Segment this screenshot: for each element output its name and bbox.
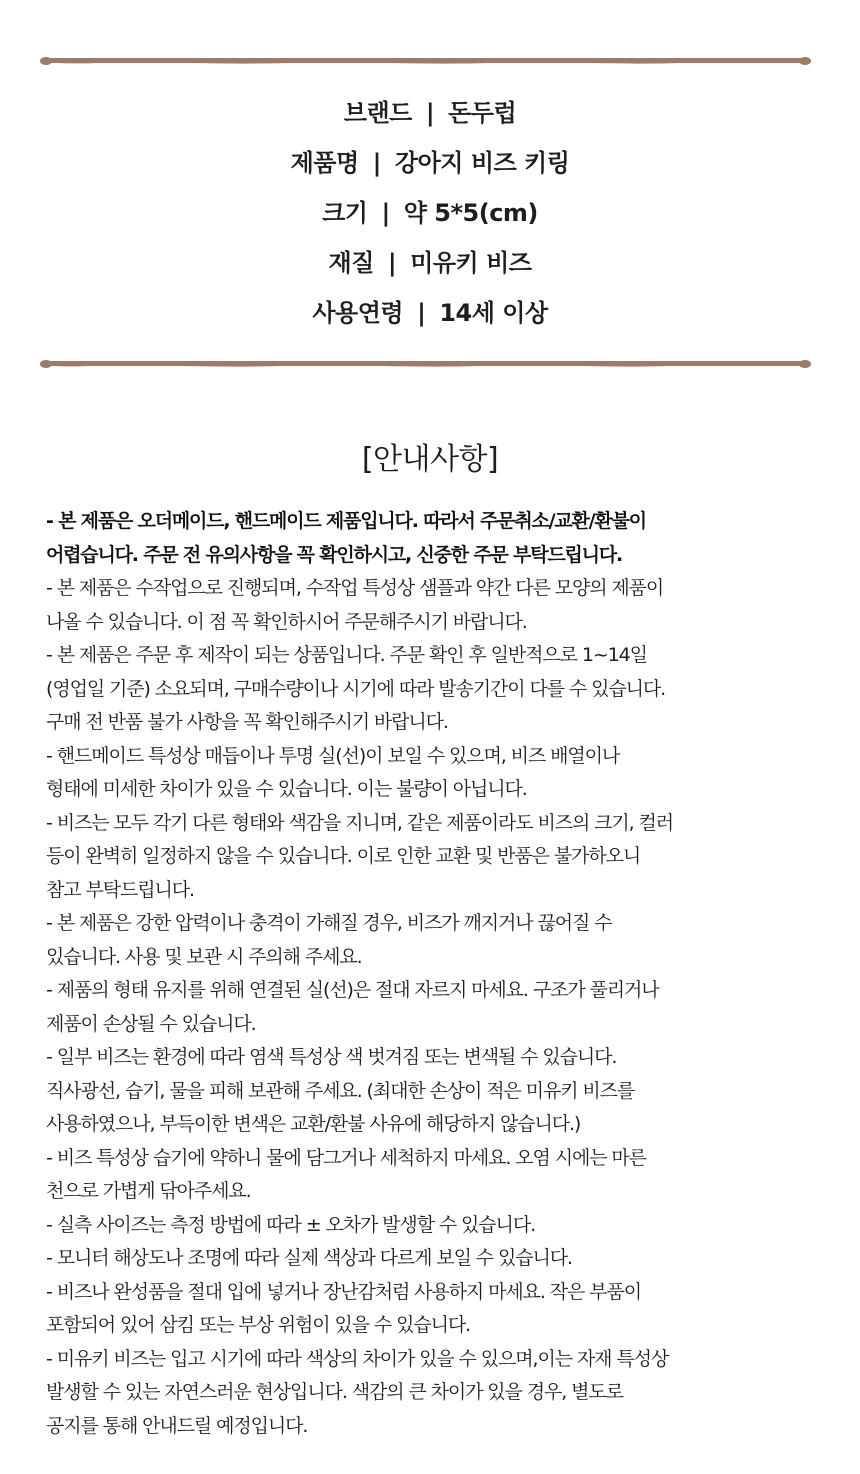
notice-line: 사용하였으나, 부득이한 변색은 교환/환불 사유에 해당하지 않습니다.): [46, 1113, 581, 1135]
spec-label: 브랜드: [343, 99, 412, 127]
notice-body: [46, 505, 826, 1443]
spec-separator: |: [425, 99, 435, 127]
spec-label: 사용연령: [312, 299, 404, 327]
spec-value: 약 5*5(cm): [403, 199, 538, 227]
notice-line: 구매 전 반품 불가 사항을 꼭 확인해주시기 바랍니다.: [46, 711, 448, 733]
top-brush-divider: [40, 55, 811, 66]
spec-row-material: [0, 238, 860, 288]
notice-line: - 핸드메이드 특성상 매듭이나 투명 실(선)이 보일 수 있으며, 비즈 배열이나: [46, 744, 620, 767]
product-spec-list: [0, 88, 860, 338]
notice-line: 천으로 가볍게 닦아주세요.: [46, 1180, 251, 1202]
notice-line: - 실측 사이즈는 측정 방법에 따라 ± 오차가 발생할 수 있습니다.: [46, 1213, 536, 1236]
notice-title: [안내사항]: [361, 442, 499, 477]
notice-line: - 비즈는 모두 각기 다른 형태와 색감을 지니며, 같은 제품이라도 비즈의 크기, 컬러: [46, 811, 674, 834]
spec-label: 재질: [328, 249, 374, 277]
notice-line: - 비즈나 완성품을 절대 입에 넣거나 장난감처럼 사용하지 마세요. 작은 부품이: [46, 1280, 641, 1303]
notice-line: - 일부 비즈는 환경에 따라 염색 특성상 색 벗겨짐 또는 변색될 수 있습니다.: [46, 1046, 617, 1068]
notice-line: 나올 수 있습니다. 이 점 꼭 확인하시어 주문해주시기 바랍니다.: [46, 610, 527, 633]
spec-separator: |: [387, 249, 397, 277]
notice-line: - 본 제품은 수작업으로 진행되며, 수작업 특성상 샘플과 약간 다른 모양의 제품이: [46, 577, 664, 599]
spec-label: 크기: [322, 199, 368, 227]
notice-line: 등이 완벽히 일정하지 않을 수 있습니다. 이로 인한 교환 및 반품은 불가하오니: [46, 845, 641, 867]
notice-line: 있습니다. 사용 및 보관 시 주의해 주세요.: [46, 945, 362, 968]
notice-line: - 미유키 비즈는 입고 시기에 따라 색상의 차이가 있을 수 있으며,이는 자재 특성상: [46, 1347, 669, 1370]
spec-value: 돈두럽: [448, 99, 517, 127]
notice-line: - 모니터 해상도나 조명에 따라 실제 색상과 다르게 보일 수 있습니다.: [46, 1247, 572, 1269]
spec-value: 미유키 비즈: [410, 249, 532, 277]
notice-line: 직사광선, 습기, 물을 피해 보관해 주세요. (최대한 손상이 적은 미유키 비즈를: [46, 1079, 635, 1102]
spec-label: 제품명: [290, 149, 359, 177]
notice-line: 참고 부탁드립니다.: [46, 878, 194, 901]
spec-row-age: [0, 288, 860, 338]
spec-separator: |: [417, 299, 426, 327]
notice-line: 제품이 손상될 수 있습니다.: [46, 1012, 256, 1035]
bottom-brush-divider: [40, 358, 811, 369]
notice-line: 포함되어 있어 삼킴 또는 부상 위험이 있을 수 있습니다.: [46, 1314, 471, 1336]
notice-line: 형태에 미세한 차이가 있을 수 있습니다. 이는 불량이 아닙니다.: [46, 778, 527, 800]
notice-line: 공지를 통해 안내드릴 예정입니다.: [46, 1414, 308, 1437]
notice-line: - 비즈 특성상 습기에 약하니 물에 담그거나 세척하지 마세요. 오염 시에는 마른: [46, 1146, 646, 1169]
notice-line: - 본 제품은 주문 후 제작이 되는 상품입니다. 주문 확인 후 일반적으로 1~14일: [46, 644, 647, 666]
notice-line: 발생할 수 있는 자연스러운 현상입니다. 색감의 큰 차이가 있을 경우, 별도로: [46, 1381, 623, 1403]
spec-value: 강아지 비즈 키링: [394, 149, 570, 177]
spec-row-brand: [0, 88, 860, 138]
notice-line: 어렵습니다. 주문 전 유의사항을 꼭 확인하시고, 신중한 주문 부탁드립니다.: [46, 543, 622, 566]
notice-line: (영업일 기준) 소요되며, 구매수량이나 시기에 따라 발송기간이 다를 수 있습니다.: [46, 677, 666, 700]
spec-separator: |: [381, 199, 390, 227]
spec-row-size: [0, 188, 860, 238]
notice-line: - 본 제품은 강한 압력이나 충격이 가해질 경우, 비즈가 깨지거나 끊어질 수: [46, 912, 612, 934]
notice-line: - 본 제품은 오더메이드, 핸드메이드 제품입니다. 따라서 주문취소/교환/환불이: [46, 510, 646, 532]
notice-line: - 제품의 형태 유지를 위해 연결된 실(선)은 절대 자르지 마세요. 구조가 풀리거나: [46, 979, 659, 1001]
spec-row-product-name: [0, 138, 860, 188]
spec-value: 14세 이상: [439, 299, 548, 327]
spec-separator: |: [372, 149, 381, 177]
